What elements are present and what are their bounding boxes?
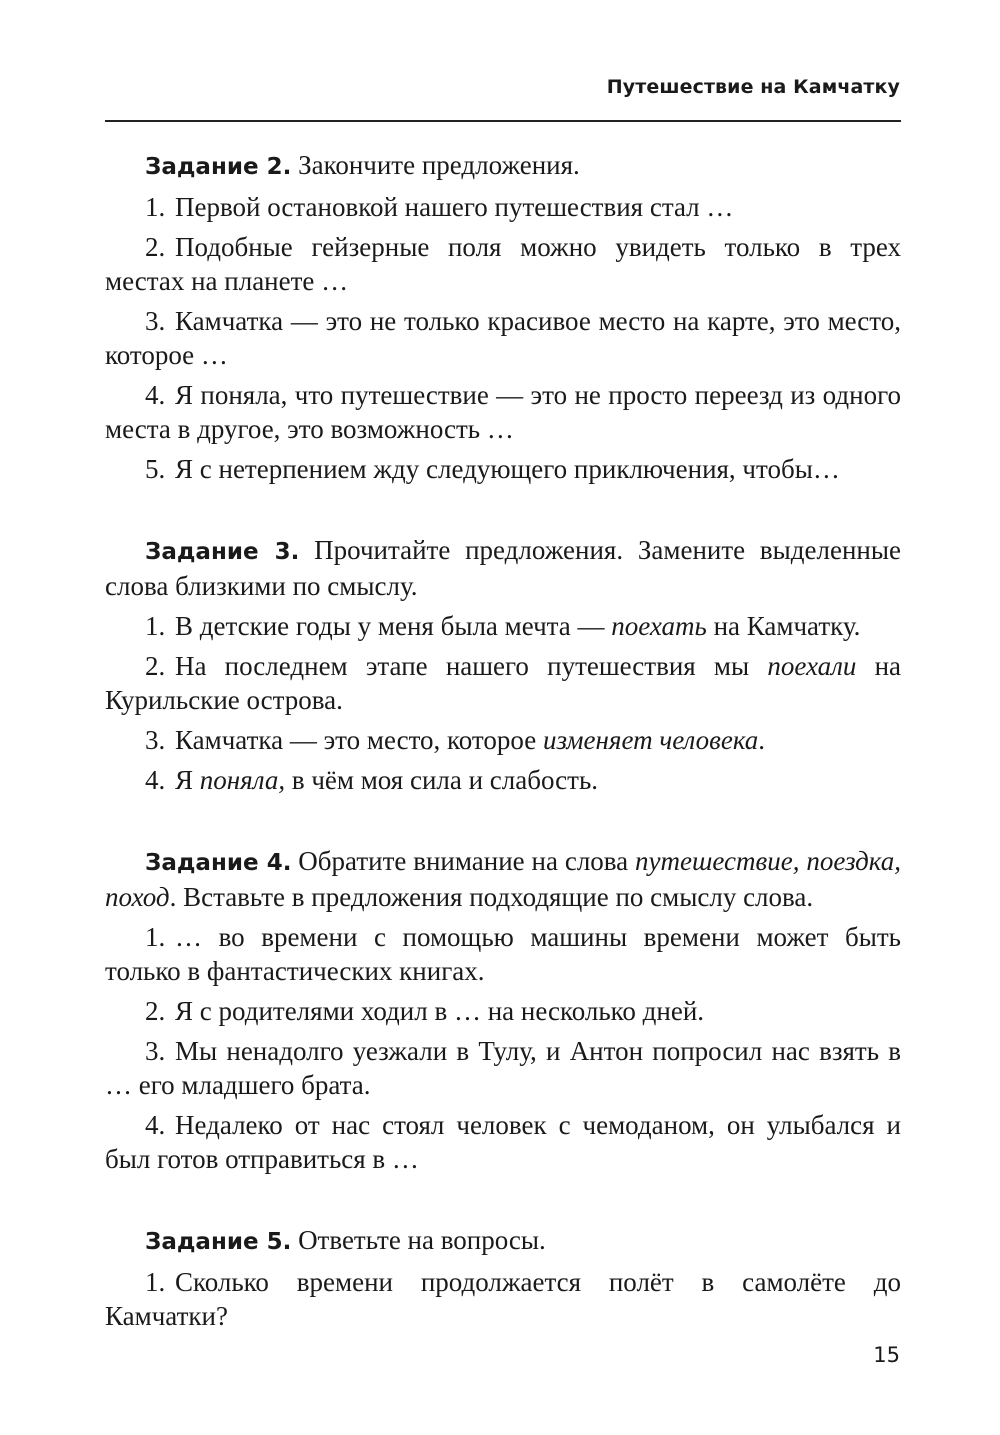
task-heading bbox=[105, 844, 901, 914]
item-text: Я с родителями ходил в … на несколько дней. bbox=[175, 996, 705, 1026]
task-item bbox=[105, 304, 901, 372]
task-item bbox=[105, 609, 901, 643]
header-rule bbox=[105, 120, 901, 122]
task-item bbox=[105, 452, 901, 486]
page-number: 15 bbox=[873, 1343, 900, 1367]
item-text: Сколько времени продолжается полёт в самолёте до Камчатки? bbox=[105, 1267, 901, 1331]
highlighted-word: поехали bbox=[767, 651, 857, 681]
item-text: В детские годы у меня была мечта — bbox=[175, 611, 612, 641]
item-text: Первой остановкой нашего путешествия стал … bbox=[175, 192, 734, 222]
item-text: на Камчатку. bbox=[706, 611, 861, 641]
task-item bbox=[105, 763, 901, 797]
item-number: 2. bbox=[145, 232, 166, 262]
task-item bbox=[105, 649, 901, 717]
task-heading bbox=[105, 1223, 901, 1259]
item-number: 3. bbox=[145, 1036, 166, 1066]
item-text: Я bbox=[175, 765, 200, 795]
task-section bbox=[105, 1223, 901, 1333]
item-number: 1. bbox=[145, 192, 166, 222]
task-instruction-text: Обратите внимание на слова bbox=[291, 846, 636, 876]
task-section bbox=[105, 533, 901, 797]
item-text: На последнем этапе нашего путешествия мы bbox=[175, 651, 768, 681]
page-content bbox=[105, 148, 901, 1380]
task-heading bbox=[105, 533, 901, 603]
item-text: Камчатка — это не только красивое место на карте, это место, которое … bbox=[105, 306, 901, 370]
task-instruction-text: Закончите предложения. bbox=[291, 150, 580, 180]
task-item bbox=[105, 1265, 901, 1333]
item-number: 1. bbox=[145, 922, 166, 952]
task-label: Задание 4. bbox=[145, 850, 292, 876]
task-instruction-text: Ответьте на вопросы. bbox=[291, 1225, 546, 1255]
item-text: Я поняла, что путешествие — это не просто переезд из одного места в другое, это возможность … bbox=[105, 380, 901, 444]
task-item bbox=[105, 723, 901, 757]
item-number: 3. bbox=[145, 725, 166, 755]
item-text: Подобные гейзерные поля можно увидеть только в трех местах на планете … bbox=[105, 232, 901, 296]
item-text: Я с нетерпением жду следующего приключения, чтобы… bbox=[175, 454, 840, 484]
item-number: 2. bbox=[145, 996, 166, 1026]
item-number: 5. bbox=[145, 454, 166, 484]
item-number: 2. bbox=[145, 651, 166, 681]
task-item bbox=[105, 230, 901, 298]
item-text: на Курильские острова. bbox=[105, 651, 902, 715]
task-section bbox=[105, 844, 901, 1176]
task-item bbox=[105, 1034, 901, 1102]
item-number: 4. bbox=[145, 1110, 166, 1140]
item-number: 3. bbox=[145, 306, 166, 336]
item-text: . bbox=[758, 725, 766, 755]
task-label: Задание 2. bbox=[145, 154, 292, 180]
task-instruction-emphasis: путешествие, поездка, поход bbox=[105, 846, 902, 912]
item-text: в чём моя сила и слабость. bbox=[285, 765, 599, 795]
item-number: 1. bbox=[145, 1267, 166, 1297]
item-text: … во времени с помощью машины времени может быть только в фантастических книгах. bbox=[105, 922, 901, 986]
task-item bbox=[105, 994, 901, 1028]
task-item bbox=[105, 1108, 901, 1176]
item-number: 4. bbox=[145, 380, 166, 410]
task-label: Задание 3. bbox=[145, 539, 300, 565]
item-number: 4. bbox=[145, 765, 166, 795]
task-item bbox=[105, 190, 901, 224]
highlighted-word: поняла, bbox=[199, 765, 286, 795]
item-number: 1. bbox=[145, 611, 166, 641]
highlighted-word: изменяет человека bbox=[542, 725, 759, 755]
task-item bbox=[105, 378, 901, 446]
item-text: Камчатка — это место, которое bbox=[175, 725, 543, 755]
task-instruction-text: . Вставьте в предложения подходящие по смыслу слова. bbox=[169, 882, 814, 912]
task-label: Задание 5. bbox=[145, 1229, 292, 1255]
item-text: Недалеко от нас стоял человек с чемоданом, он улыбался и был готов отправиться в … bbox=[105, 1110, 901, 1174]
task-instruction-text: Прочитайте предложения. Замените выделенные слова близкими по смыслу. bbox=[105, 535, 902, 601]
running-header: Путешествие на Камчатку bbox=[606, 76, 900, 98]
task-heading bbox=[105, 148, 901, 184]
task-section bbox=[105, 148, 901, 486]
item-text: Мы ненадолго уезжали в Тулу, и Антон попросил нас взять в … его младшего брата. bbox=[105, 1036, 901, 1100]
highlighted-word: поехать bbox=[611, 611, 707, 641]
task-item bbox=[105, 920, 901, 988]
